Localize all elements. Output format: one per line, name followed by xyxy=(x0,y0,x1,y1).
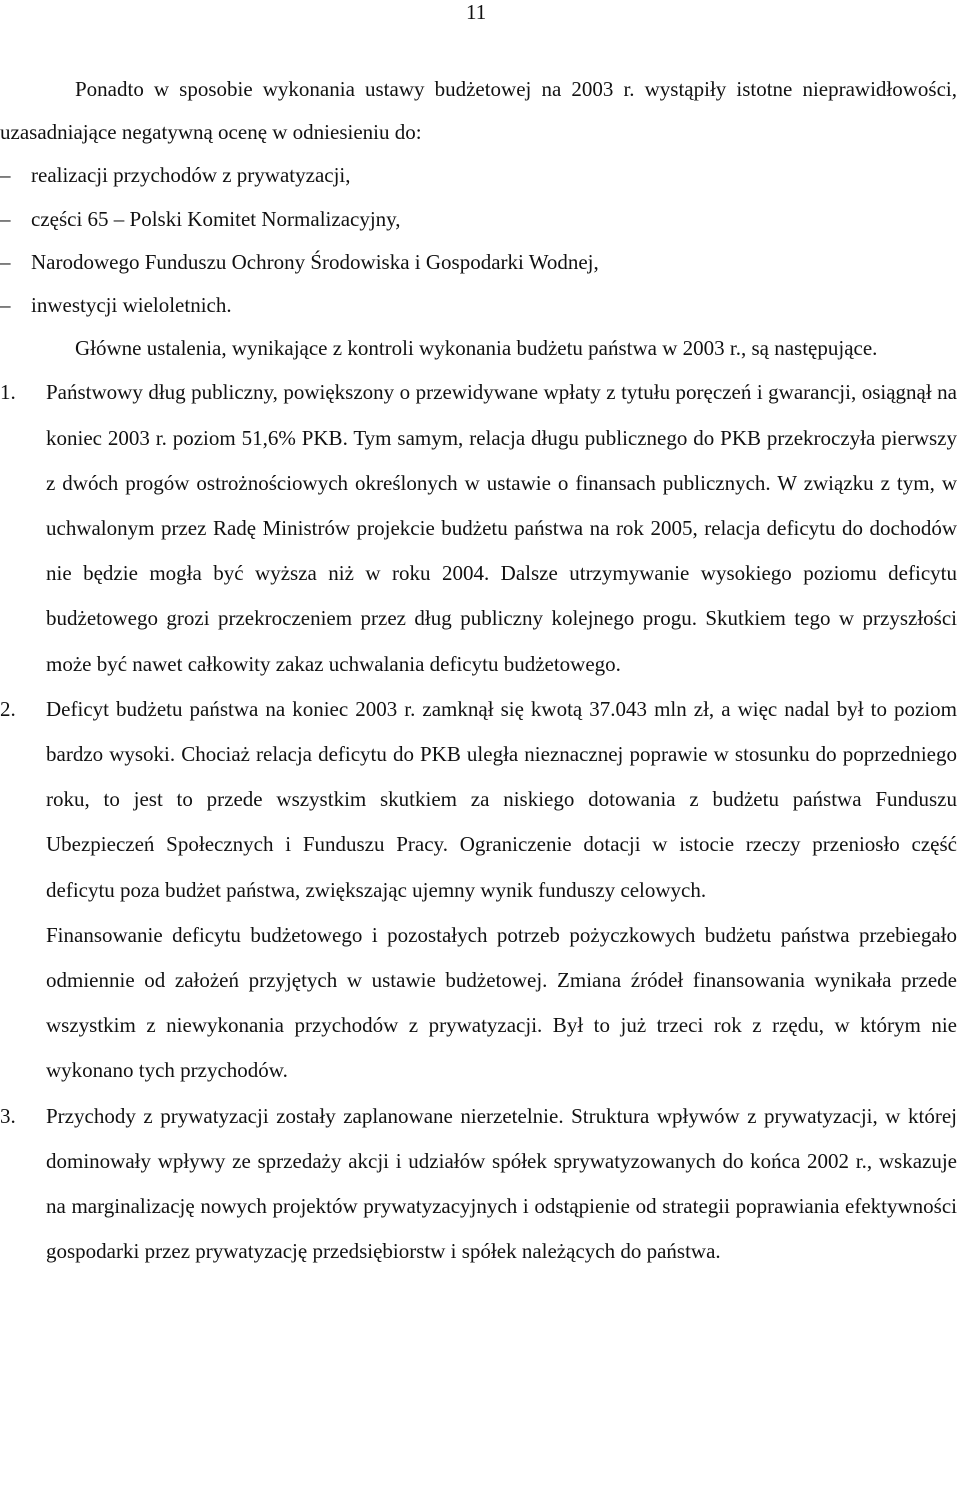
list-item-text: realizacji przychodów z prywatyzacji, xyxy=(31,163,351,188)
document-body xyxy=(0,68,957,1274)
intro-paragraph: Ponadto w sposobie wykonania ustawy budżetowej na 2003 r. wystąpiły istotne nieprawidłowości, uzasadniające negatywną ocenę w odniesieniu do: xyxy=(0,77,957,145)
dash-bullet: – xyxy=(0,293,11,318)
finding-item xyxy=(0,687,957,913)
finding-number: 2. xyxy=(0,696,16,721)
list-item xyxy=(0,284,957,327)
dash-bullet: – xyxy=(0,163,11,188)
list-item-text: części 65 – Polski Komitet Normalizacyjny, xyxy=(31,206,401,231)
list-item-text: Narodowego Funduszu Ochrony Środowiska i Gospodarki Wodnej, xyxy=(31,249,599,274)
finding-number: 3. xyxy=(0,1103,16,1128)
list-item-text: inwestycji wieloletnich. xyxy=(31,293,232,318)
finding-text: Przychody z prywatyzacji zostały zaplanowane nierzetelnie. Struktura wpływów z prywatyzacji, w której dominowały wpływy ze sprzedaży akcji i udziałów spółek sprywatyzowanych do końca 2002 r., wskazuje na marginalizację nowych projektów prywatyzacyjnych i odstąpienie od strategii poprawiania efektywności gospodarki przez prywatyzację przedsiębiorstw i spółek należących do państwa. xyxy=(46,1103,957,1264)
list-item xyxy=(0,241,957,284)
dash-bullet: – xyxy=(0,206,11,231)
list-item xyxy=(0,198,957,241)
finding-continuation: Finansowanie deficytu budżetowego i pozostałych potrzeb pożyczkowych budżetu państwa przebiegało odmiennie od założeń przyjętych w ustawie budżetowej. Zmiana źródeł finansowania wynikała przede wszystkim z niewykonania przychodów z prywatyzacji. Był to już trzeci rok z rzędu, w którym nie wykonano tych przychodów. xyxy=(46,922,957,1083)
findings-list xyxy=(0,370,957,1274)
finding-number: 1. xyxy=(0,380,16,405)
dash-list xyxy=(0,154,957,327)
dash-bullet: – xyxy=(0,249,11,274)
finding-text: Deficyt budżetu państwa na koniec 2003 r. zamknął się kwotą 37.043 mln zł, a więc nadal był to poziom bardzo wysoki. Chociaż relacja deficytu do PKB uległa nieznacznej poprawie w stosunku do poprzedniego roku, to jest to przede wszystkim skutkiem za niskiego dotowania z budżetu państwa Funduszu Ubezpieczeń Społecznych i Funduszu Pracy. Ograniczenie dotacji w istocie rzeczy przeniosło część deficytu poza budżet państwa, zwiększając ujemny wynik funduszy celowych. xyxy=(46,696,957,902)
page-number: 11 xyxy=(466,0,487,24)
findings-intro-paragraph: Główne ustalenia, wynikające z kontroli wykonania budżetu państwa w 2003 r., są następujące. xyxy=(75,336,878,361)
finding-text: Państwowy dług publiczny, powiększony o przewidywane wpłaty z tytułu poręczeń i gwarancji, osiągnął na koniec 2003 r. poziom 51,6% PKB. Tym samym, relacja długu publicznego do PKB przekroczyła pierwszy z dwóch progów ostrożnościowych określonych w ustawie o finansach publicznych. W związku z tym, w uchwalonym przez Radę Ministrów projekcie budżetu państwa na rok 2005, relacja deficytu do dochodów nie będzie mogła być wyższa niż w roku 2004. Dalsze utrzymywanie wysokiego poziomu deficytu budżetowego grozi przekroczeniem przez dług publiczny kolejnego progu. Skutkiem tego w przyszłości może być nawet całkowity zakaz uchwalania deficytu budżetowego. xyxy=(46,380,957,676)
list-item xyxy=(0,154,957,197)
finding-item xyxy=(0,370,957,686)
finding-item xyxy=(0,1094,957,1275)
